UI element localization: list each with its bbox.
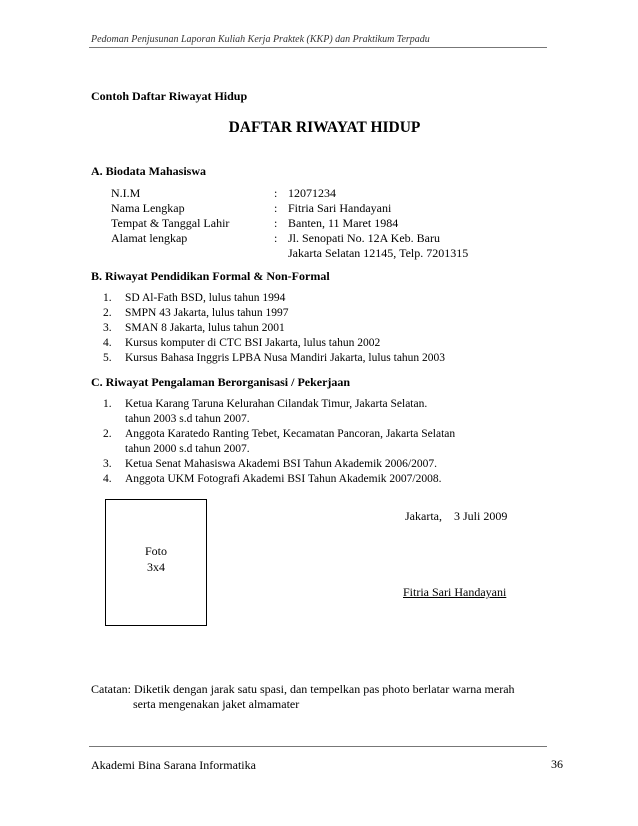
list-item: 1. Ketua Karang Taruna Kelurahan Cilandak Timur, Jakarta Selatan. [103, 398, 428, 410]
bio-label-name: Nama Lengkap [111, 201, 185, 215]
list-item: 5. Kursus Bahasa Inggris LPBA Nusa Mandiri Jakarta, lulus tahun 2003 [103, 352, 446, 364]
bio-label-address: Alamat lengkap [111, 231, 188, 245]
bio-value-nim: 12071234 [288, 186, 336, 200]
example-label: Contoh Daftar Riwayat Hidup [91, 89, 248, 103]
section-b-heading: B. Riwayat Pendidikan Formal & Non-Formal [91, 269, 330, 283]
bio-value-name: Fitria Sari Handayani [288, 201, 392, 215]
document-title: DAFTAR RIWAYAT HIDUP [228, 119, 421, 136]
list-item-cont: tahun 2000 s.d tahun 2007. [125, 443, 250, 455]
photo-placeholder [105, 499, 207, 626]
list-item: 3. Ketua Senat Mahasiswa Akademi BSI Tahun Akademik 2006/2007. [103, 458, 437, 470]
footer-divider [89, 746, 547, 747]
running-header: Pedoman Penjusunan Laporan Kuliah Kerja Praktek (KKP) dan Praktikum Terpadu [91, 34, 430, 45]
list-item: 4. Anggota UKM Fotografi Akademi BSI Tahun Akademik 2007/2008. [103, 473, 442, 485]
note-line-1: Catatan: Diketik dengan jarak satu spasi, dan tempelkan pas photo berlatar warna merah [91, 682, 515, 696]
bio-label-nim: N.I.M [111, 186, 141, 200]
footer-institution: Akademi Bina Sarana Informatika [91, 758, 256, 772]
bio-value-address: Jl. Senopati No. 12A Keb. Baru [288, 231, 440, 245]
bio-value-birth: Banten, 11 Maret 1984 [288, 216, 399, 230]
section-a-heading: A. Biodata Mahasiswa [91, 164, 207, 178]
signature-place: Jakarta, [405, 509, 442, 523]
bio-colon: : [274, 201, 278, 215]
list-item-cont: tahun 2003 s.d tahun 2007. [125, 413, 250, 425]
list-item: 1. SD Al-Fath BSD, lulus tahun 1994 [103, 292, 286, 304]
list-item: 4. Kursus komputer di CTC BSI Jakarta, lulus tahun 2002 [103, 337, 381, 349]
photo-label: Foto 3x4 [144, 544, 167, 574]
bio-colon: : [274, 216, 278, 230]
note-line-2: serta mengenakan jaket almamater [133, 697, 300, 711]
bio-colon: : [274, 231, 278, 245]
bio-colon: : [274, 186, 278, 200]
signature-name: Fitria Sari Handayani [403, 585, 507, 599]
signature-date: 3 Juli 2009 [454, 509, 508, 523]
section-c-heading: C. Riwayat Pengalaman Berorganisasi / Pekerjaan [91, 375, 351, 389]
page-number: 36 [551, 757, 563, 771]
list-item: 2. SMPN 43 Jakarta, lulus tahun 1997 [103, 307, 289, 319]
list-item: 3. SMAN 8 Jakarta, lulus tahun 2001 [103, 322, 285, 334]
list-item: 2. Anggota Karatedo Ranting Tebet, Kecamatan Pancoran, Jakarta Selatan [103, 428, 456, 440]
header-divider [89, 47, 547, 48]
bio-value-address-cont: Jakarta Selatan 12145, Telp. 7201315 [288, 246, 469, 260]
bio-label-birth: Tempat & Tanggal Lahir [111, 216, 230, 230]
